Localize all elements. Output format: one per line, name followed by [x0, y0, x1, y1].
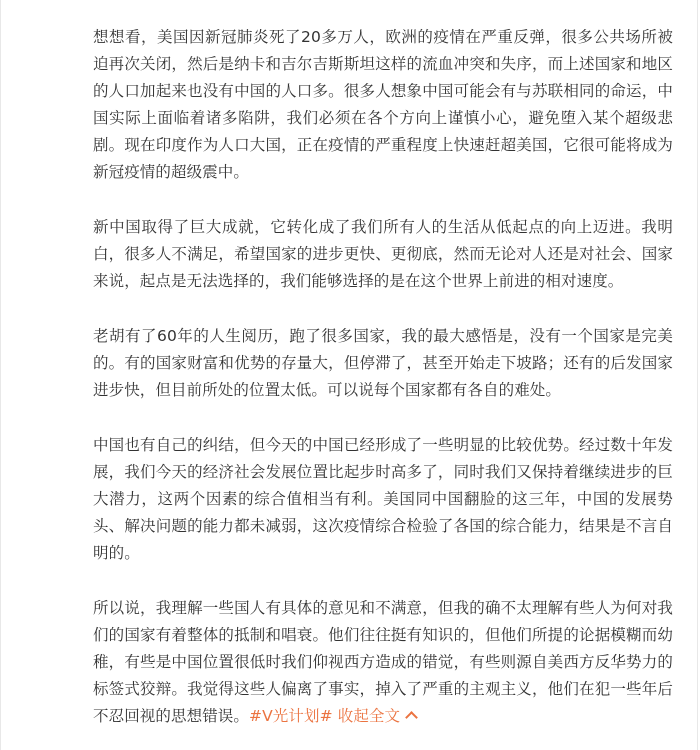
article-paragraph: 老胡有了60年的人生阅历，跑了很多国家，我的最大感悟是，没有一个国家是完美的。有的国家财富和优势的存量大，但停滞了，甚至开始走下坡路；还有的后发国家进步快，但目前所处的位置太低。可以说每个国家都有各自的难处。 [93, 327, 673, 399]
last-paragraph-text: 所以说，我理解一些国人有具体的意见和不满意，但我的确不太理解有些人为何对我们的国家有着整体的抵制和唱衰。他们往往挺有知识的，但他们所提的论据模糊而幼稚，有些是中国位置很低时我们仰视西方造成的错觉，有些则源自美西方反华势力的标签式狡辩。我觉得这些人偏离了事实，掉入了严重的主观主义，他们在犯一些年后不忍回视的思想错误。 [93, 599, 673, 725]
chevron-up-icon [405, 711, 418, 724]
article-paragraph: 新中国取得了巨大成就，它转化成了我们所有人的生活从低起点的向上迈进。我明白，很多人不满足，希望国家的进步更快、更彻底，然而无论对人还是对社会、国家来说，起点是无法选择的，我们能够选择的是在这个世界上前进的相对速度。 [93, 218, 673, 290]
collapse-button[interactable] [338, 707, 416, 725]
article-paragraph: 中国也有自己的纠结，但今天的中国已经形成了一些明显的比较优势。经过数十年发展，我们今天的经济社会发展位置比起步时高多了，同时我们又保持着继续进步的巨大潜力，这两个因素的综合值相当有利。美国同中国翻脸的这三年，中国的发展势头、解决问题的能力都未减弱，这次疫情综合检验了各国的综合能力，结果是不言自明的。 [93, 436, 673, 562]
post-body [93, 24, 673, 730]
hashtag-link[interactable]: #V光计划# [249, 707, 333, 725]
article-paragraph: 想想看，美国因新冠肺炎死了20多万人，欧洲的疫情在严重反弹，很多公共场所被迫再次关闭，然后是纳卡和吉尔吉斯斯坦这样的流血冲突和失序，而上述国家和地区的人口加起来也没有中国的人口多。很多人想象中国可能会有与苏联相同的命运，中国实际上面临着诸多陷阱，我们必须在各个方向上谨慎小心，避免堕入某个超级悲剧。现在印度作为人口大国，正在疫情的严重程度上快速赶超美国，它很可能将成为新冠疫情的超级震中。 [93, 28, 673, 181]
article-paragraph-last [93, 595, 673, 730]
post-tail [249, 707, 416, 725]
collapse-label: 收起全文 [337, 707, 401, 725]
